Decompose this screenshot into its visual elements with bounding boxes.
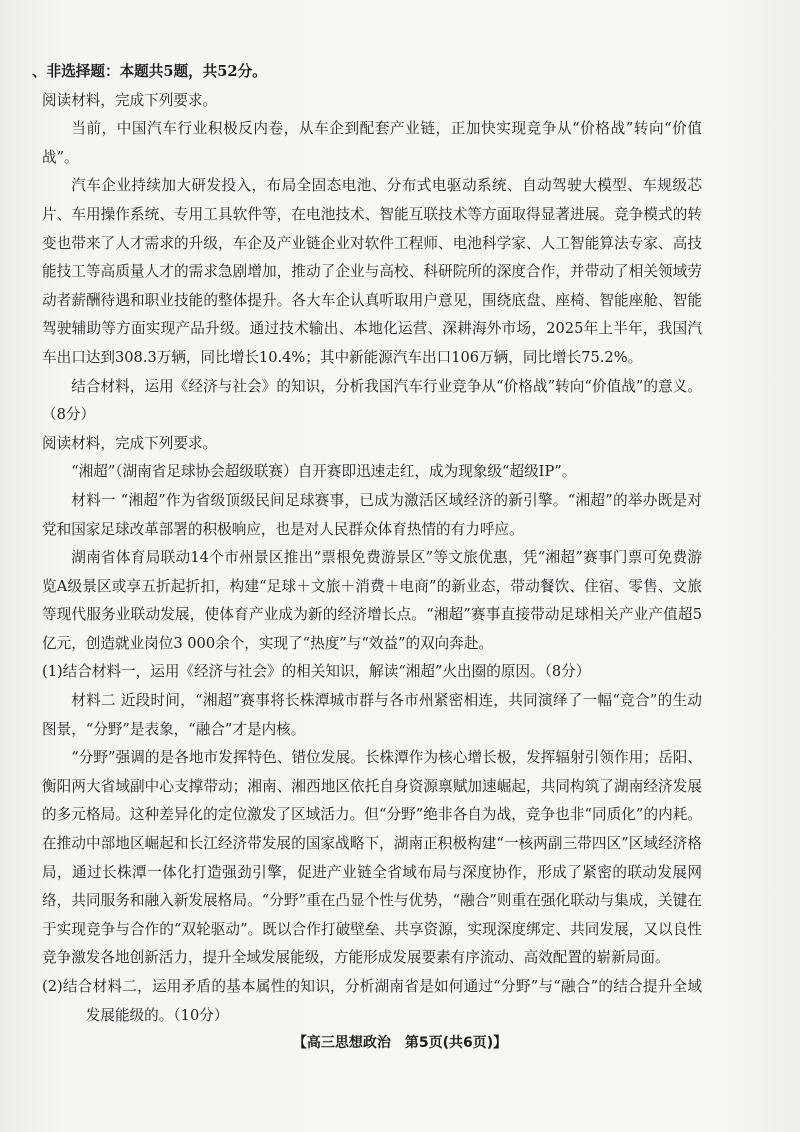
q2-intro: 阅读材料，完成下列要求。 [42,434,218,452]
q2-subquestion-2: (2)结合材料二，运用矛盾的基本属性的知识，分析湖南省是如何通过“分野”与“融合”的结合提升全域发展能级的。（10分） [42,978,702,1024]
q1-intro: 阅读材料，完成下列要求。 [42,91,218,109]
page-footer: 【高三思想政治 第5页(共6页)】 [292,1035,508,1051]
q2-material2-paragraph: 材料二 近段时间，“湘超”赛事将长株潭城市群与各市州紧密相连，共同演绎了一幅“竞合”的生动图景，“分野”是表象，“融合”才是内核。 [42,692,702,738]
q2-lead: “湘超”（湖南省足球协会超级联赛）自开赛即迅速走红，成为现象级“超级IP”。 [71,463,577,481]
q2-material2-paragraph: “分野”强调的是各地市发挥特色、错位发展。长株潭作为核心增长极，发挥辐射引领作用；岳阳、衡阳两大省域副中心支撑带动；湘南、湘西地区依托自身资源禀赋加速崛起，共同构筑了湖南经济发展的多元格局。这种差异化的定位激发了区域活力。但“分野”绝非各自为战，竞争也非“同质化”的内耗。在推动中部地区崛起和长江经济带发展的国家战略下，湖南正积极构建“一核两副三带四区”区域经济格局，通过长株潭一体化打造强劲引擎，促进产业链全省域布局与深度协作，形成了紧密的联动发展网络，共同服务和融入新发展格局。“分野”重在凸显个性与优势，“融合”则重在强化联动与集成，关键在于实现竞争与合作的“双轮驱动”。既以合作打破壁垒、共享资源，实现深度绑定、共同发展，又以良性竞争激发各地创新活力，提升全域发展能级，方能形成发展要素有序流动、高效配置的崭新局面。 [42,749,702,967]
q2-material1-paragraph: 材料一 “湘超”作为省级顶级民间足球赛事，已成为激活区域经济的新引擎。“湘超”的举办既是对党和国家足球改革部署的积极响应，也是对人民群众体育热情的有力呼应。 [42,491,702,538]
page-content [32,58,702,1030]
q1-paragraph: 当前，中国汽车行业积极反内卷，从车企到配套产业链，正加快实现竞争从“价格战”转向“价值战”。 [42,120,702,166]
q1-paragraph: 汽车企业持续加大研发投入，布局全固态电池、分布式电驱动系统、自动驾驶大模型、车规级芯片、车用操作系统、专用工具软件等，在电池技术、智能互联技术等方面取得显著进展。竞争模式的转变也带来了人才需求的升级，车企及产业链企业对软件工程师、电池科学家、人工智能算法专家、高技能技工等高质量人才的需求急剧增加，推动了企业与高校、科研院所的深度合作，并带动了相关领域劳动者薪酬待遇和职业技能的整体提升。各大车企认真听取用户意见，围绕底盘、座椅、智能座舱、智能驾驶辅助等方面实现产品升级。通过技术输出、本地化运营、深耕海外市场，2025年上半年，我国汽车出口达到308.3万辆，同比增长10.4%；其中新能源汽车出口106万辆，同比增长75.2%。 [42,177,702,366]
q2-subquestion-1: (1)结合材料一，运用《经济与社会》的相关知识，解读“湘超”火出圈的原因。（8分） [42,663,591,681]
q2-material1-paragraph: 湖南省体育局联动14个市州景区推出“票根免费游景区”等文旅优惠，凭“湘超”赛事门票可免费游览A级景区或享五折起折扣，构建“足球＋文旅＋消费＋电商”的新业态，带动餐饮、住宿、零售、文旅等现代服务业联动发展，使体育产业成为新的经济增长点。“湘超”赛事直接带动足球相关产业产值超5亿元，创造就业岗位3 000余个，实现了“热度”与“效益”的双向奔赴。 [42,549,702,652]
q1-question: 结合材料，运用《经济与社会》的知识，分析我国汽车行业竞争从“价格战”转向“价值战”的意义。（8分） [42,377,702,424]
section-heading: 、非选择题：本题共5题，共52分。 [32,63,267,80]
